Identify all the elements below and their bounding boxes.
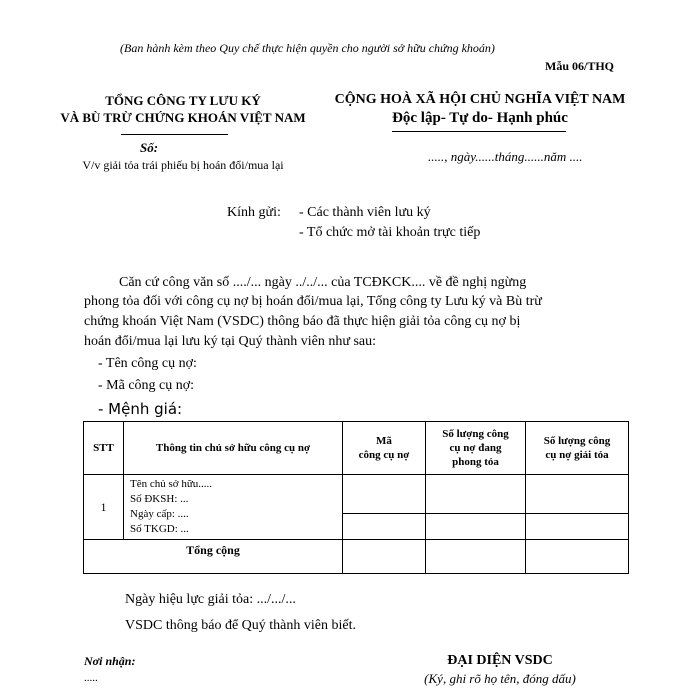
motto-underline — [392, 131, 566, 132]
receiver-value: ..... — [84, 672, 98, 684]
notice-text: VSDC thông báo để Quý thành viên biết. — [125, 618, 356, 633]
date-line: ....., ngày......tháng......năm .... — [428, 149, 583, 164]
body-paragraph-line: Căn cứ công văn số ..../... ngày ../../... của TCĐKCK.... về đề nghị ngừng — [119, 275, 527, 290]
signer-note: (Ký, ghi rõ họ tên, đóng dấu) — [424, 671, 576, 686]
debt-name-field: - Tên công cụ nợ: — [98, 356, 197, 371]
republic-motto: Độc lập- Tự do- Hạnh phúc — [392, 110, 568, 126]
total-released-qty-cell — [526, 539, 629, 573]
debt-code-field: - Mã công cụ nợ: — [98, 378, 195, 393]
row-frozen-qty-cell — [426, 513, 526, 539]
col-header-owner-info: Thông tin chủ sở hữu công cụ nợ — [124, 422, 343, 475]
signer-title: ĐẠI DIỆN VSDC — [447, 653, 553, 668]
owner-reg-no: Số ĐKSH: ... — [130, 493, 189, 506]
document-number-label: Số: — [140, 140, 159, 155]
col-header-released-qty: Số lượng công cụ nợ giải tỏa — [526, 422, 629, 475]
total-frozen-qty-cell — [426, 539, 526, 573]
owner-issue-date: Ngày cấp: .... — [130, 508, 189, 521]
body-paragraph-line: phong tỏa đối với công cụ nợ bị hoán đổi/mua lại, Tổng công ty Lưu ký và Bù trừ — [84, 294, 542, 309]
col-header-stt: STT — [84, 422, 124, 475]
receiver-label: Nơi nhận: — [84, 654, 136, 668]
recipient-item: - Tổ chức mở tài khoản trực tiếp — [299, 225, 481, 240]
form-code: Mẫu 06/THQ — [545, 59, 615, 73]
effective-date: Ngày hiệu lực giải tỏa: .../.../... — [125, 592, 296, 607]
total-debt-code-cell — [343, 539, 426, 573]
face-value-field: - Mệnh giá: — [98, 400, 183, 418]
table-total-row — [84, 539, 629, 573]
row-debt-code-cell — [343, 513, 426, 539]
org-underline — [121, 134, 228, 135]
table-header-row — [84, 422, 629, 475]
row-released-qty-cell — [526, 475, 629, 513]
owner-account-no: Số TKGD: ... — [130, 523, 189, 536]
org-name-line2: VÀ BÙ TRỪ CHỨNG KHOÁN VIỆT NAM — [60, 110, 306, 125]
row-debt-code-cell — [343, 475, 426, 513]
row-stt: 1 — [84, 475, 124, 539]
body-paragraph-line: chứng khoán Việt Nam (VSDC) thông báo đã thực hiện giải tỏa công cụ nợ bị — [84, 314, 521, 329]
owner-name: Tên chủ sở hữu..... — [130, 478, 213, 491]
regulation-note: (Ban hành kèm theo Quy chế thực hiện quyền cho người sở hữu chứng khoán) — [120, 41, 495, 55]
org-name-line1: TỔNG CÔNG TY LƯU KÝ — [105, 93, 261, 108]
republic-name: CỘNG HOÀ XÃ HỘI CHỦ NGHĨA VIỆT NAM — [334, 92, 626, 107]
document-subject: V/v giải tỏa trái phiếu bị hoán đổi/mua lại — [82, 158, 284, 172]
release-table — [83, 421, 629, 574]
row-frozen-qty-cell — [426, 475, 526, 513]
table-row — [84, 475, 629, 513]
total-label: Tổng cộng — [84, 539, 343, 573]
col-header-debt-code: Mã công cụ nợ — [343, 422, 426, 475]
row-released-qty-cell — [526, 513, 629, 539]
recipients-label: Kính gửi: — [227, 205, 281, 220]
recipient-item: - Các thành viên lưu ký — [299, 205, 431, 220]
row-owner-info — [124, 475, 343, 539]
col-header-frozen-qty: Số lượng công cụ nợ đang phong tỏa — [426, 422, 526, 475]
body-paragraph-line: hoán đổi/mua lại lưu ký tại Quý thành viên như sau: — [84, 334, 377, 349]
